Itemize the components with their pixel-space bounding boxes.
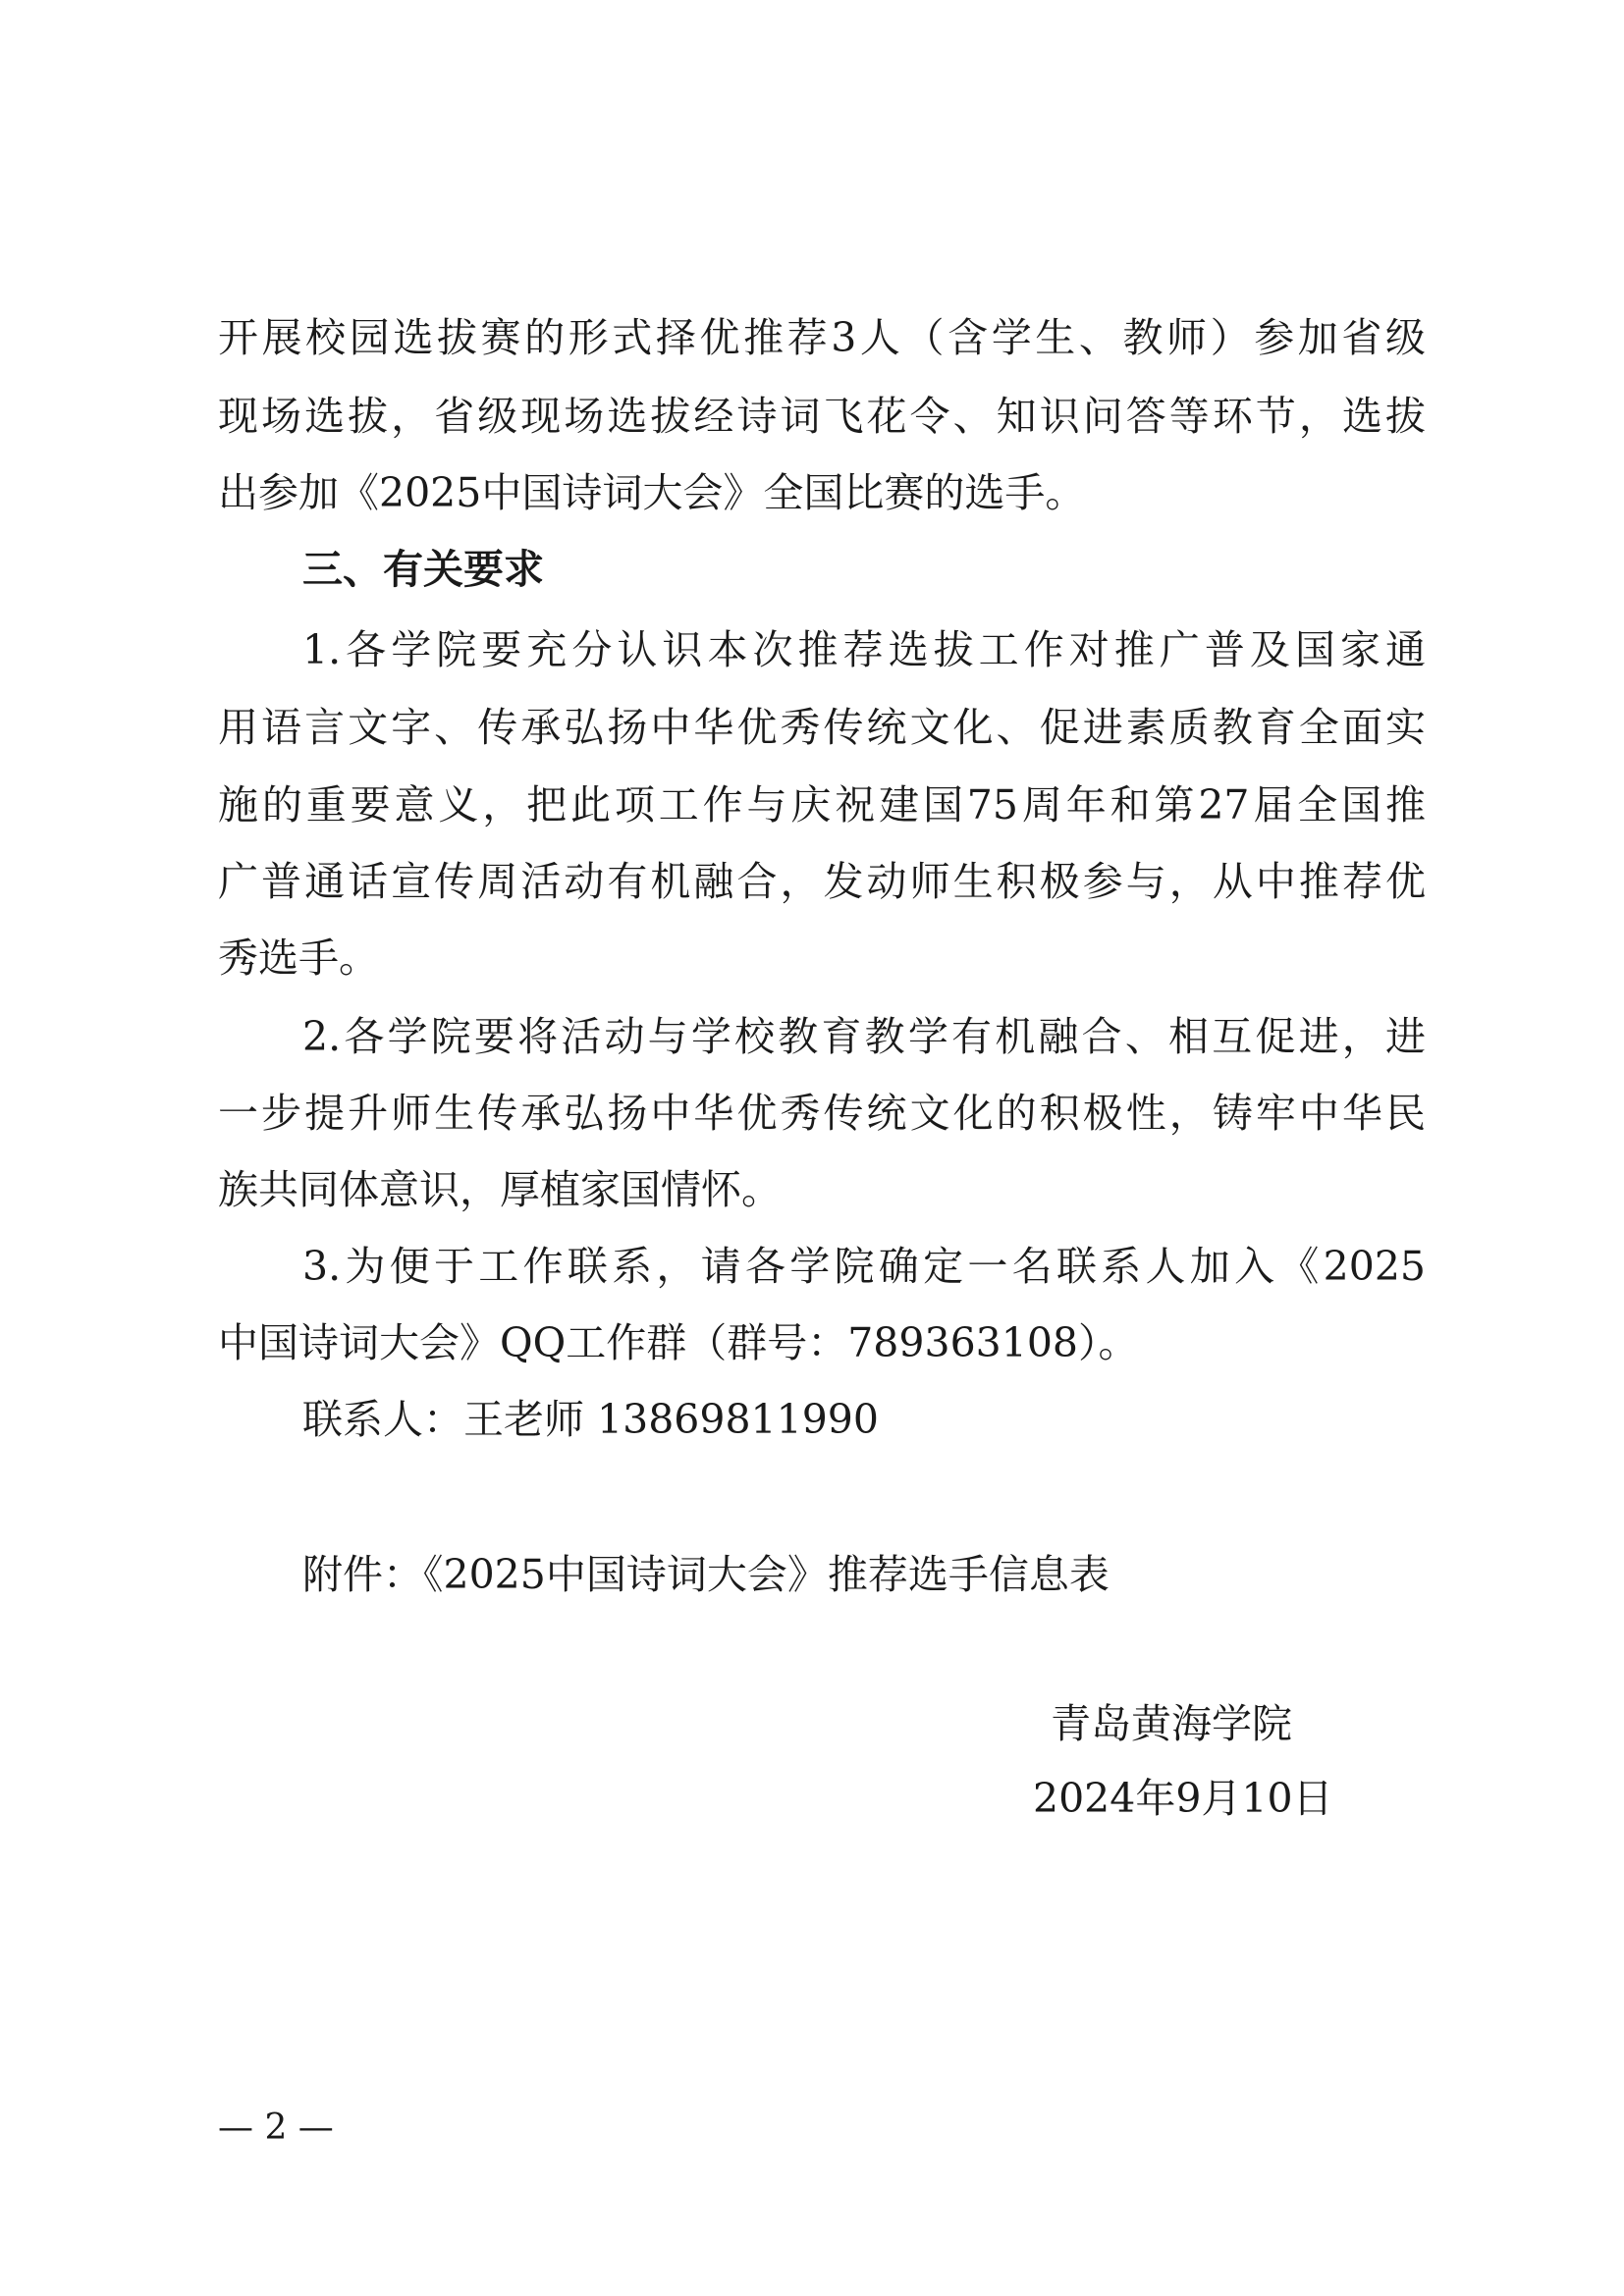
item-1-line: 1.各学院要充分认识本次推荐选拔工作对推广普及国家通 — [302, 626, 1426, 673]
item-2-line: 2.各学院要将活动与学校教育教学有机融合、相互促进，进 — [302, 1013, 1426, 1060]
paragraph-line: 出参加《2025中国诗词大会》全国比赛的选手。 — [218, 469, 1086, 516]
signature-date: 2024年9月10日 — [1033, 1775, 1333, 1822]
paragraph-line: 现场选拔，省级现场选拔经诗词飞花令、知识问答等环节，选拔 — [218, 393, 1426, 440]
item-3-line: 3.为便于工作联系，请各学院确定一名联系人加入《2025 — [302, 1243, 1426, 1290]
signature-org: 青岛黄海学院 — [1051, 1700, 1292, 1747]
item-1-line: 施的重要意义，把此项工作与庆祝建国75周年和第27届全国推 — [218, 781, 1426, 828]
attachment-line: 附件：《2025中国诗词大会》推荐选手信息表 — [302, 1551, 1110, 1598]
paragraph-line: 开展校园选拔赛的形式择优推荐3人（含学生、教师）参加省级 — [218, 314, 1426, 361]
item-1-line: 广普通话宣传周活动有机融合，发动师生积极参与，从中推荐优 — [218, 858, 1426, 905]
contact-line: 联系人：王老师 13869811990 — [302, 1396, 879, 1443]
item-3-line: 中国诗词大会》QQ工作群（群号：789363108）。 — [218, 1319, 1139, 1366]
item-2-line: 一步提升师生传承弘扬中华优秀传统文化的积极性，铸牢中华民 — [218, 1090, 1426, 1137]
section-heading: 三、有关要求 — [302, 546, 544, 593]
item-1-line: 用语言文字、传承弘扬中华优秀传统文化、促进素质教育全面实 — [218, 704, 1426, 751]
item-2-line: 族共同体意识，厚植家国情怀。 — [218, 1166, 782, 1213]
item-1-line: 秀选手。 — [218, 934, 379, 982]
page-number: — 2 — — [218, 2108, 334, 2148]
